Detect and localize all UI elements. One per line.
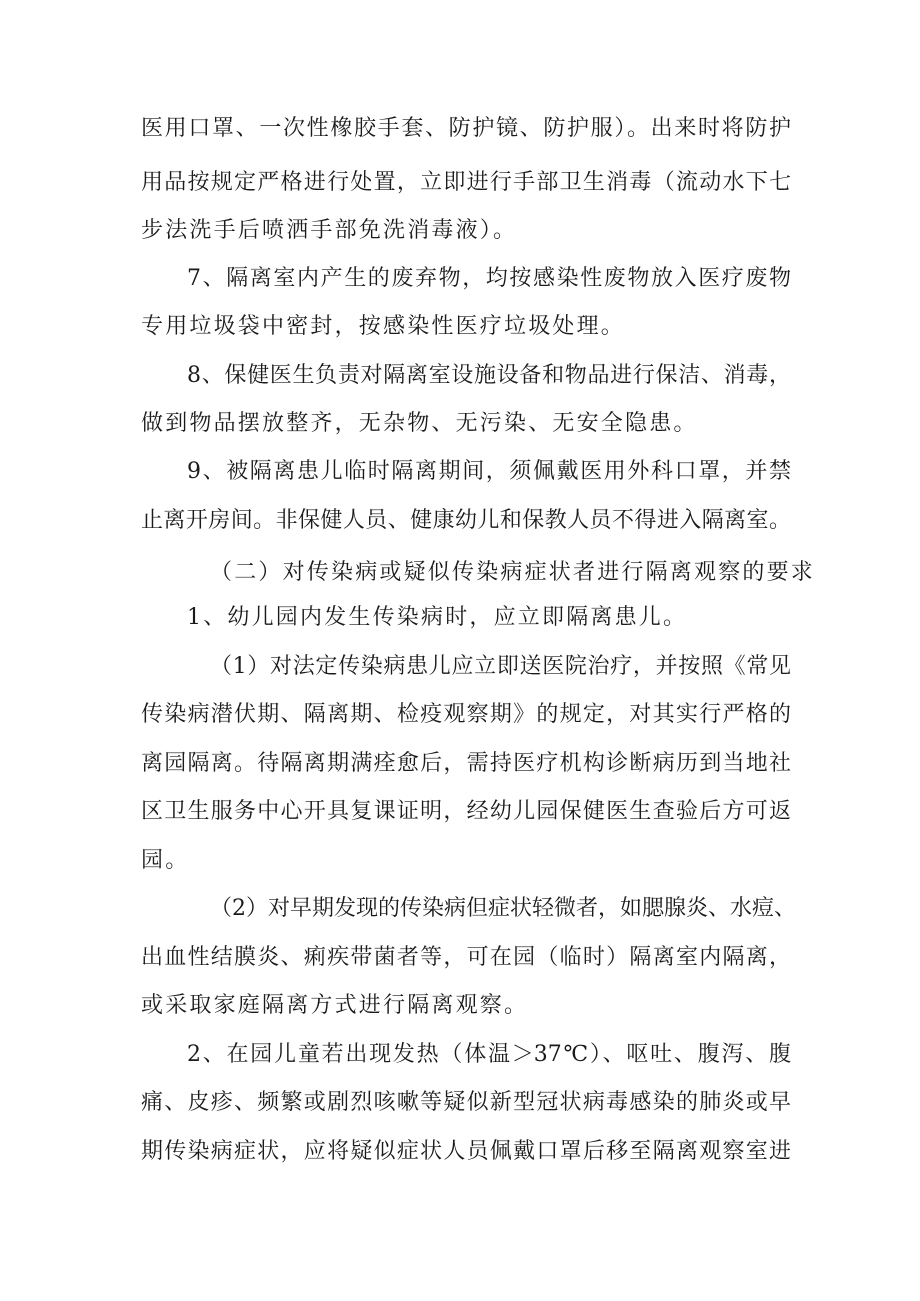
text-line: 区卫生服务中心开具复课证明，经幼儿园保健医生查验后方可返 (141, 799, 791, 824)
text-line: 离园隔离。待隔离期满痊愈后，需持医疗机构诊断病历到当地社 (141, 751, 791, 776)
text-line: （2）对早期发现的传染病但症状轻微者，如腮腺炎、水痘、 (210, 896, 796, 921)
text-line: 做到物品摆放整齐，无杂物、无污染、无安全隐患。 (141, 411, 698, 436)
text-line: 止离开房间。非保健人员、健康幼儿和保教人员不得进入隔离室。 (141, 508, 791, 533)
text-line: 医用口罩、一次性橡胶手套、防护镜、防护服）。出来时将防护 (141, 116, 791, 141)
text-line: 期传染病症状，应将疑似症状人员佩戴口罩后移至隔离观察室进 (141, 1139, 791, 1164)
text-line: 园。 (141, 848, 190, 873)
text-line: 用品按规定严格进行处置，立即进行手部卫生消毒（流动水下七 (141, 170, 791, 195)
section-heading: （二）对传染病或疑似传染病症状者进行隔离观察的要求 (210, 560, 816, 585)
text-line: 传染病潜伏期、隔离期、检疫观察期》的规定，对其实行严格的 (141, 702, 791, 727)
text-line: 出血性结膜炎、痢疾带菌者等，可在园（临时）隔离室内隔离， (141, 945, 791, 970)
text-line: 9、被隔离患儿临时隔离期间，须佩戴医用外科口罩，并禁 (187, 459, 791, 484)
text-line: 步法洗手后喷洒手部免洗消毒液）。 (141, 218, 518, 243)
text-line: 或采取家庭隔离方式进行隔离观察。 (141, 993, 529, 1018)
text-line: 2、在园儿童若出现发热（体温＞37℃）、呕吐、腹泻、腹 (187, 1042, 791, 1067)
text-line: 痛、皮疹、频繁或剧烈咳嗽等疑似新型冠状病毒感染的肺炎或早 (141, 1090, 791, 1115)
text-line: 8、保健医生负责对隔离室设施设备和物品进行保洁、消毒， (187, 363, 791, 388)
text-line: 1、幼儿园内发生传染病时，应立即隔离患儿。 (187, 605, 688, 630)
text-line: （1）对法定传染病患儿应立即送医院治疗，并按照《常见 (210, 654, 791, 679)
text-line: 7、隔离室内产生的废弃物，均按感染性废物放入医疗废物 (187, 266, 791, 291)
text-line: 专用垃圾袋中密封，按感染性医疗垃圾处理。 (141, 314, 626, 339)
